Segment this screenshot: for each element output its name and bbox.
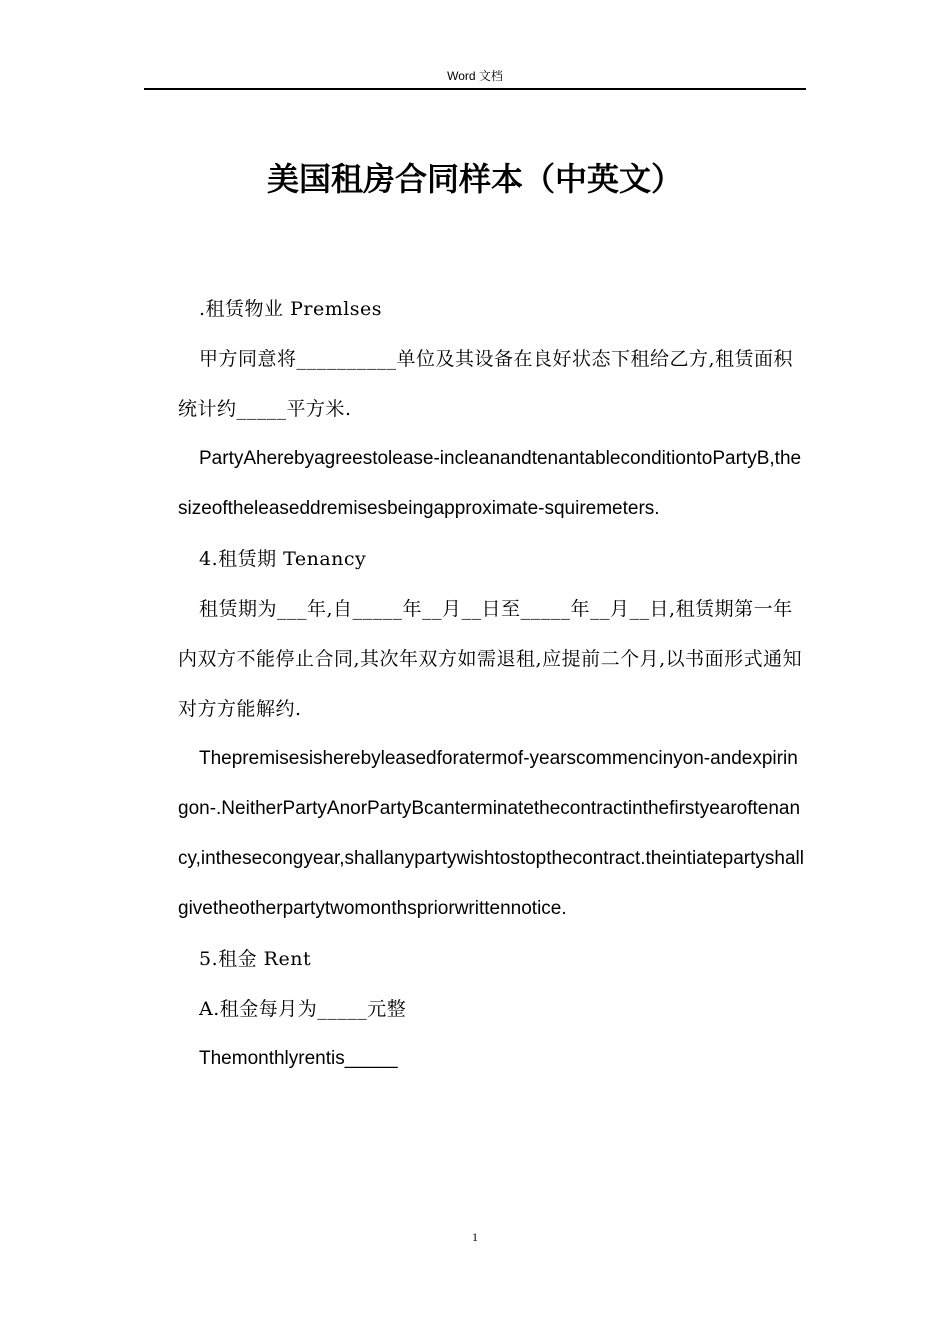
- paragraph-premises-zh: 甲方同意将__________单位及其设备在良好状态下租给乙方,租赁面积统计约_____平方米.: [178, 348, 794, 420]
- paragraph-rent-zh: A.租金每月为_____元整: [199, 998, 407, 1020]
- page-number: 1: [472, 1230, 478, 1244]
- paragraph-tenancy-en: Thepremisesisherebyleasedforatermof-yearscommencinyon-andexpiringon-.NeitherPartyAnorPartyBcanterminatethecontractinthefirstyearoftenancy,inthesecongyear,shallanypartywishtostopthecontract.theintiatepartyshallgivetheotherpartytwomonthspriorwrittennotice.: [178, 748, 804, 919]
- document-title: 美国租房合同样本（中英文）: [266, 160, 683, 198]
- paragraph-premises-en: PartyAherebyagreestolease-incleanandtenantableconditiontoPartyB,thesizeoftheleaseddremisesbeingapproximate-squiremeters.: [178, 448, 802, 519]
- page-header: [144, 66, 806, 90]
- header-text: Word 文档: [447, 69, 503, 83]
- document-body: [178, 284, 806, 1084]
- paragraph-tenancy-zh: 租赁期为___年,自_____年__月__日至_____年__月__日,租赁期第一年内双方不能停止合同,其次年双方如需退租,应提前二个月,以书面形式通知对方方能解约.: [178, 598, 803, 720]
- paragraph-rent-en: Themonthlyrentis_____: [199, 1048, 398, 1069]
- section-heading-tenancy: 4.租赁期 Tenancy: [199, 548, 367, 570]
- section-heading-rent: 5.租金 Rent: [199, 948, 312, 970]
- section-heading-premises: .租赁物业 Premlses: [199, 298, 383, 320]
